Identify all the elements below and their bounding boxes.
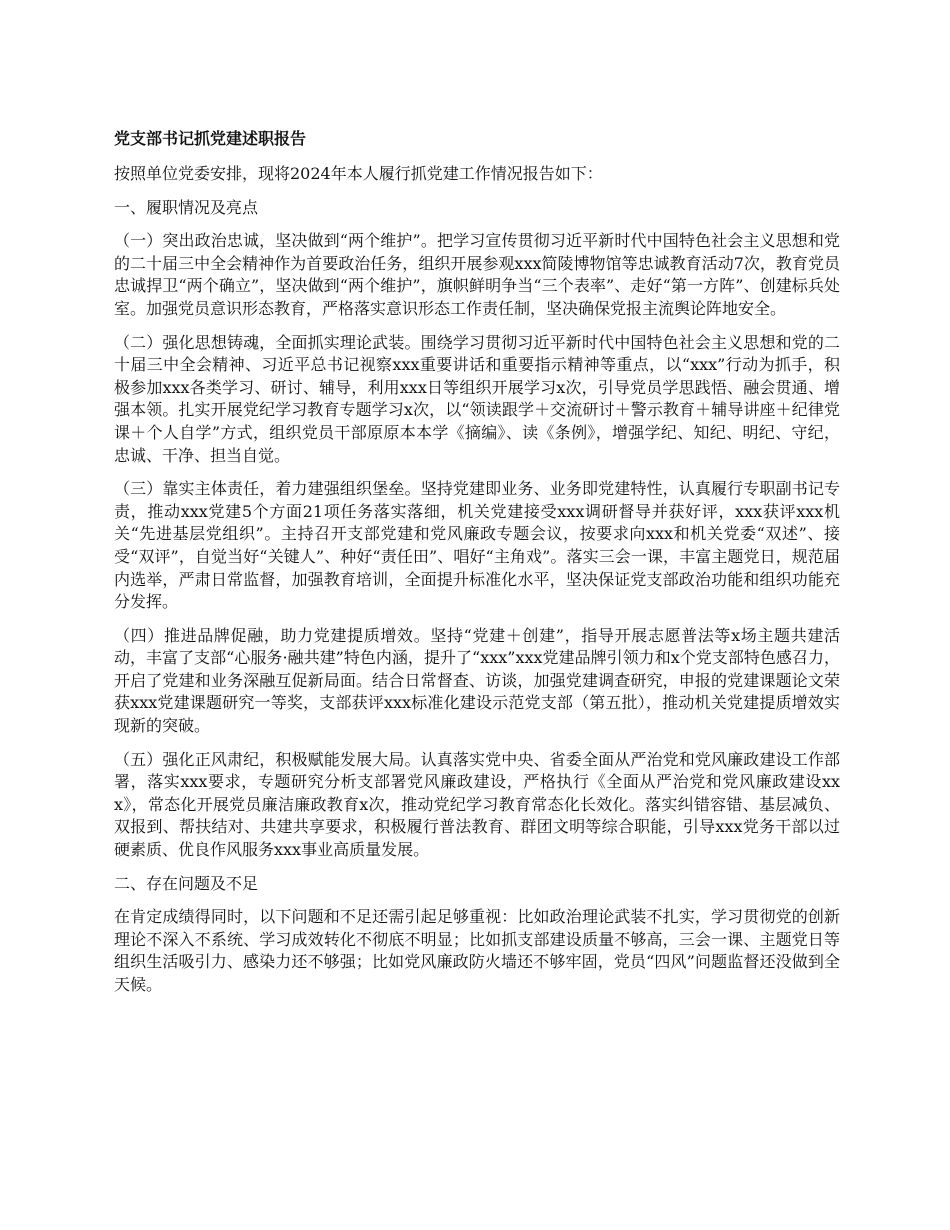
paragraph-2: （二）强化思想铸魂，全面抓实理论武装。围绕学习贯彻习近平新时代中国特色社会主义思想和党的二十届三中全会精神、习近平总书记视察xxx重要讲话和重要指示精神等重点，以“xxx”行动为抓手，积极参加xxx各类学习、研讨、辅导，利用xxx日等组织开展学习x次，引导党员学思践悟、融会贯通、增强本领。扎实开展党纪学习教育专题学习x次，以“领读跟学＋交流研讨＋警示教育＋辅导讲座＋纪律党课＋个人自学”方式，组织党员干部原原本本学《摘编》、读《条例》，增强学纪、知纪、明纪、守纪，忠诚、干净、担当自觉。 [114, 332, 840, 465]
paragraph-6: 在肯定成绩得同时，以下问题和不足还需引起足够重视：比如政治理论武装不扎实，学习贯彻党的创新理论不深入不系统、学习成效转化不彻底不明显；比如抓支部建设质量不够高，三会一课、主题党日等组织生活吸引力、感染力还不够强；比如党风廉政防火墙还不够牢固，党员“四风”问题监督还没做到全天候。 [114, 907, 840, 994]
paragraph-5: （五）强化正风肃纪，积极赋能发展大局。认真落实党中央、省委全面从严治党和党风廉政建设工作部署，落实xxx要求，专题研究分析支部署党风廉政建设，严格执行《全面从严治党和党风廉政建设xxx》，常态化开展党员廉洁廉政教育x次，推动党纪学习教育常态化长效化。落实纠错容错、基层减负、双报到、帮扶结对、共建共享要求，积极履行普法教育、群团文明等综合职能，引导xxx党务干部以过硬素质、优良作风服务xxx事业高质量发展。 [114, 749, 840, 860]
paragraph-3: （三）靠实主体责任，着力建强组织堡垒。坚持党建即业务、业务即党建特性，认真履行专职副书记专责，推动xxx党建5个方面21项任务落实落细，机关党建接受xxx调研督导并获好评，xxx获评xxx机关“先进基层党组织”。主持召开支部党建和党风廉政专题会议，按要求向xxx和机关党委“双述”、接受“双评”，自觉当好“关键人”、种好“责任田”、唱好“主角戏”。落实三会一课，丰富主题党日，规范届内选举，严肃日常监督，加强教育培训，全面提升标准化水平，坚决保证党支部政治功能和组织功能充分发挥。 [114, 479, 840, 612]
intro-paragraph: 按照单位党委安排，现将2024年本人履行抓党建工作情况报告如下： [114, 164, 603, 183]
section-heading-1: 一、履职情况及亮点 [114, 197, 259, 217]
section-heading-2: 二、存在问题及不足 [114, 873, 259, 893]
paragraph-1: （一）突出政治忠诚，坚决做到“两个维护”。把学习宣传贯彻习近平新时代中国特色社会主义思想和党的二十届三中全会精神作为首要政治任务，组织开展参观xxx简陵博物馆等忠诚教育活动7次，教育党员忠诚捍卫“两个确立”，坚决做到“两个维护”，旗帜鲜明争当“三个表率”、走好“第一方阵”、创建标兵处室。加强党员意识形态教育，严格落实意识形态工作责任制，坚决确保党报主流舆论阵地安全。 [114, 231, 840, 318]
paragraph-4: （四）推进品牌促融，助力党建提质增效。坚持“党建＋创建”，指导开展志愿普法等x场主题共建活动，丰富了支部“心服务·融共建”特色内涵，提升了“xxx”xxx党建品牌引领力和x个党支部特色感召力，开启了党建和业务深融互促新局面。结合日常督查、访谈，加强党建调查研究，申报的党建课题论文荣获xxx党建课题研究一等奖，支部获评xxx标准化建设示范党支部（第五批），推动机关党建提质增效实现新的突破。 [114, 625, 840, 736]
document-title: 党支部书记抓党建述职报告 [114, 129, 307, 148]
